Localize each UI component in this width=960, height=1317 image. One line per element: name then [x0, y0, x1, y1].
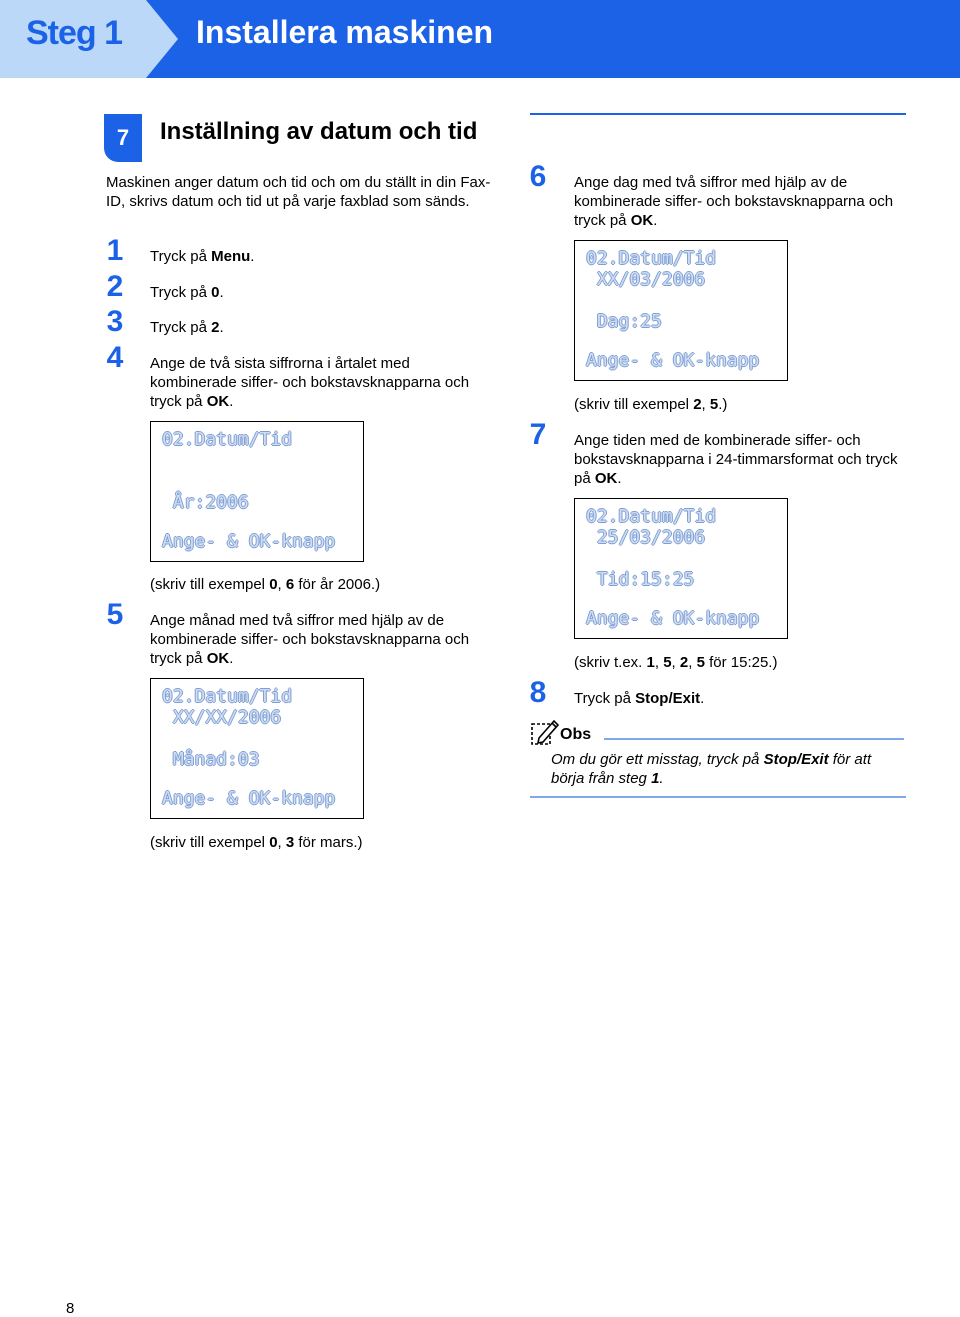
pencil-note-icon	[530, 718, 560, 746]
lcd-line: Dag:25	[586, 311, 662, 332]
step-number: 3	[106, 305, 124, 338]
lcd-line: 25/03/2006	[586, 527, 706, 548]
lcd-line: Tid:15:25	[586, 569, 695, 590]
example-hint: (skriv till exempel 2, 5.)	[574, 396, 728, 413]
step-2-text: Tryck på 0.	[150, 284, 224, 301]
section-number: 7	[104, 114, 142, 162]
step-number: 6	[529, 160, 547, 193]
top-divider	[530, 113, 906, 115]
lcd-line: År:2006	[162, 492, 249, 513]
example-hint: (skriv t.ex. 1, 5, 2, 5 för 15:25.)	[574, 654, 778, 671]
step-7-text: Ange tiden med de kombinerade siffer- och bokstavsknapparna i 24-timmarsformat och tryck på OK.	[574, 432, 898, 487]
lcd-line: Ange- & OK-knapp	[586, 608, 760, 629]
note-top-line	[604, 738, 904, 740]
lcd-display-day	[574, 240, 788, 381]
lcd-line: Månad:03	[162, 749, 260, 770]
step-number: 2	[106, 270, 124, 303]
note-bottom-line	[530, 796, 906, 798]
step-1-text: Tryck på Menu.	[150, 248, 255, 265]
example-hint: (skriv till exempel 0, 3 för mars.)	[150, 834, 363, 851]
step-5-text: Ange månad med två siffror med hjälp av de kombinerade siffer- och bokstavsknapparna och tryck på OK.	[150, 612, 470, 667]
intro-text: Maskinen anger datum och tid och om du ställt in din Fax-ID, skrivs datum och tid ut på varje faxblad som sänds.	[106, 174, 491, 210]
step-number: 7	[529, 418, 547, 451]
lcd-line: 02.Datum/Tid	[162, 429, 293, 450]
step-number: 8	[529, 676, 547, 709]
lcd-line: Ange- & OK-knapp	[586, 350, 760, 371]
step-label: Steg 1	[26, 14, 123, 52]
step-6-text: Ange dag med två siffror med hjälp av de kombinerade siffer- och bokstavsknapparna och tryck på OK.	[574, 174, 894, 229]
section-title: Inställning av datum och tid	[160, 118, 478, 145]
step-number: 4	[106, 341, 124, 374]
lcd-line: XX/XX/2006	[162, 707, 282, 728]
lcd-line: XX/03/2006	[586, 269, 706, 290]
page-title: Installera maskinen	[196, 14, 494, 50]
step-3-text: Tryck på 2.	[150, 319, 224, 336]
step-number: 1	[106, 234, 124, 267]
lcd-display-year	[150, 421, 364, 562]
note-title: Obs	[560, 726, 592, 743]
step-number: 5	[106, 598, 124, 631]
page-number: 8	[66, 1300, 75, 1317]
example-hint: (skriv till exempel 0, 6 för år 2006.)	[150, 576, 381, 593]
note-text: Om du gör ett misstag, tryck på Stop/Exit för att börja från steg 1.	[551, 751, 872, 787]
step-8-text: Tryck på Stop/Exit.	[574, 690, 705, 707]
lcd-line: 02.Datum/Tid	[586, 248, 717, 269]
step-4-text: Ange de två sista siffrorna i årtalet med kombinerade siffer- och bokstavsknapparna och tryck på OK.	[150, 355, 470, 410]
lcd-display-time	[574, 498, 788, 639]
lcd-line: Ange- & OK-knapp	[162, 531, 336, 552]
lcd-display-month	[150, 678, 364, 819]
lcd-line: Ange- & OK-knapp	[162, 788, 336, 809]
lcd-line: 02.Datum/Tid	[162, 686, 293, 707]
lcd-line: 02.Datum/Tid	[586, 506, 717, 527]
